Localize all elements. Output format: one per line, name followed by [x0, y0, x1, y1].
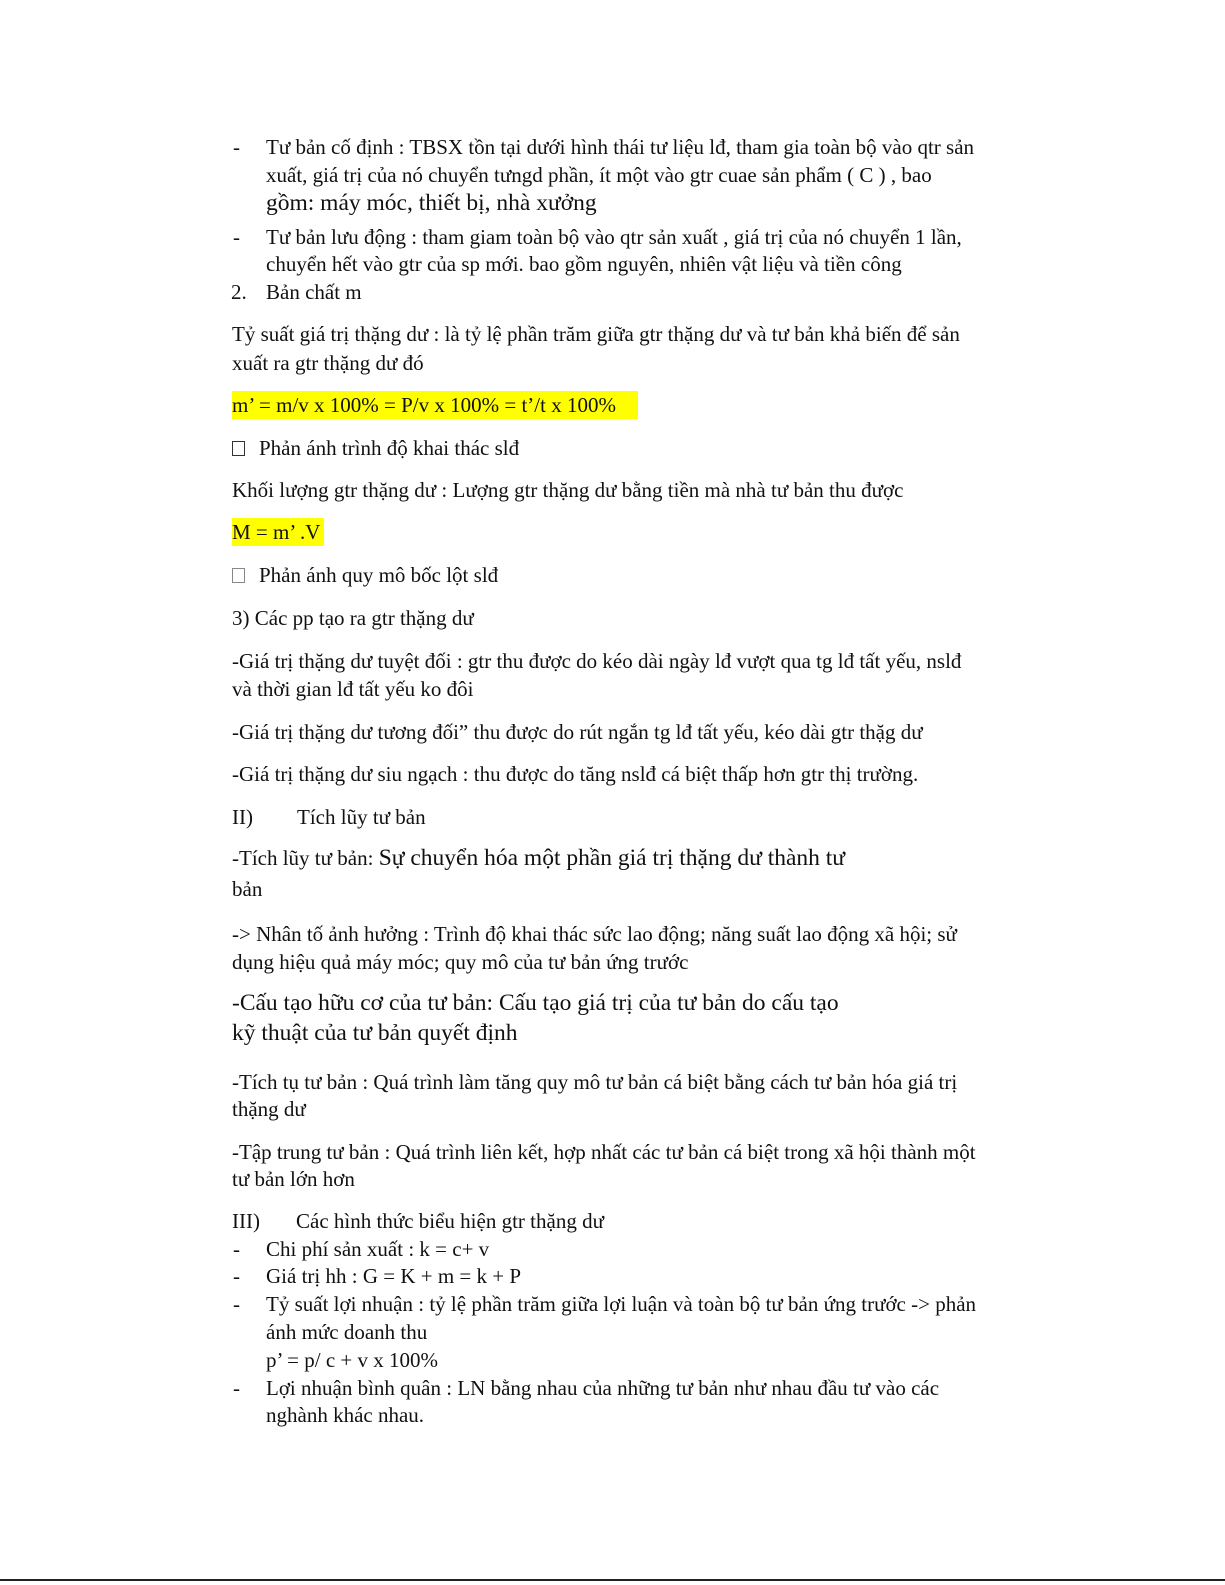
section-heading: Tích lũy tư bản — [297, 805, 426, 829]
text-line: Tư bản cố định : TBSX tồn tại dưới hình thái tư liệu lđ, tham gia toàn bộ vào qtr sản — [266, 135, 975, 159]
text-line: thặng dư — [232, 1097, 306, 1121]
text-line: Tư bản lưu động : tham giam toàn bộ vào qtr sản xuất , giá trị của nó chuyển 1 lần, — [266, 225, 962, 249]
section-heading: Bản chất m — [266, 280, 362, 304]
list-dash: - — [233, 1376, 240, 1400]
list-number: II) — [232, 805, 253, 829]
text-line: Lợi nhuận bình quân : LN bằng nhau của những tư bản như nhau đầu tư vào các — [266, 1376, 940, 1400]
text-line: dụng hiệu quả máy móc; quy mô của tư bản ứng trước — [232, 950, 689, 974]
list-dash: - — [233, 135, 240, 159]
list-dash: - — [233, 225, 240, 249]
list-dash: - — [233, 1292, 240, 1316]
text-line: chuyển hết vào gtr của sp mới. bao gồm nguyên, nhiên vật liệu và tiền công — [266, 252, 902, 276]
formula-line: p’ = p/ c + v x 100% — [266, 1348, 439, 1372]
list-dash: - — [233, 1264, 240, 1288]
list-dash: - — [233, 1237, 240, 1261]
text-line: -> Nhân tố ảnh hưởng : Trình độ khai thác sức lao động; năng suất lao động xã hội; sử — [232, 922, 957, 946]
text-line: Chi phí sản xuất : k = c+ v — [266, 1237, 490, 1261]
text-line: -Tích tụ tư bản : Quá trình làm tăng quy mô tư bản cá biệt bằng cách tư bản hóa giá trị — [232, 1070, 958, 1094]
text-line: -Giá trị thặng dư tuyệt đối : gtr thu được do kéo dài ngày lđ vượt qua tg lđ tất yếu, nslđ — [232, 649, 962, 673]
text-line: tư bản lớn hơn — [232, 1167, 355, 1191]
highlighted-formula: M = m’ .V — [232, 518, 324, 546]
text-line: -Cấu tạo hữu cơ của tư bản: Cấu tạo giá trị của tư bản do cấu tạo — [232, 990, 839, 1016]
text-line: xuất ra gtr thặng dư đó — [232, 351, 424, 375]
text-line: gồm: máy móc, thiết bị, nhà xưởng — [266, 190, 597, 216]
checkbox-glyph-icon — [232, 441, 245, 456]
text-line: -Tích lũy tư bản: Sự chuyển hóa một phần giá trị thặng dư thành tư — [232, 845, 846, 871]
text-line: -Tập trung tư bản : Quá trình liên kết, hợp nhất các tư bản cá biệt trong xã hội thành một — [232, 1140, 976, 1164]
text-line: Tỷ suất lợi nhuận : tỷ lệ phần trăm giữa lợi luận và toàn bộ tư bản ứng trước -> phản — [266, 1292, 977, 1316]
text-line: Phản ánh quy mô bốc lột slđ — [232, 561, 498, 589]
page-bottom-border — [0, 1579, 1225, 1581]
text-line: Giá trị hh : G = K + m = k + P — [266, 1264, 522, 1288]
text-line: xuất, giá trị của nó chuyển tưngd phần, ít một vào gtr cuae sản phẩm ( C ) , bao — [266, 163, 932, 187]
text-line: Khối lượng gtr thặng dư : Lượng gtr thặng dư bằng tiền mà nhà tư bản thu được — [232, 478, 904, 502]
section-heading: 3) Các pp tạo ra gtr thặng dư — [232, 606, 474, 630]
highlighted-formula: m’ = m/v x 100% = P/v x 100% = t’/t x 100% — [232, 391, 638, 419]
text-line: bản — [232, 877, 263, 901]
text-line: -Giá trị thặng dư siu ngạch : thu được do tăng nslđ cá biệt thấp hơn gtr thị trường. — [232, 762, 919, 786]
section-heading: Các hình thức biểu hiện gtr thặng dư — [296, 1209, 604, 1233]
text-line: và thời gian lđ tất yếu ko đôi — [232, 677, 474, 701]
text-line: ánh mức doanh thu — [266, 1320, 428, 1344]
text-line: Phản ánh trình độ khai thác slđ — [232, 434, 519, 462]
text-line: kỹ thuật của tư bản quyết định — [232, 1020, 518, 1046]
text-line: nghành khác nhau. — [266, 1403, 425, 1427]
list-number: III) — [232, 1209, 260, 1233]
checkbox-glyph-icon — [232, 568, 245, 583]
list-number: 2. — [231, 280, 247, 304]
text-line: -Giá trị thặng dư tương đối” thu được do rút ngắn tg lđ tất yếu, kéo dài gtr thặg dư — [232, 720, 923, 744]
text-line: Tỷ suất giá trị thặng dư : là tỷ lệ phần trăm giữa gtr thặng dư và tư bản khả biến để sản — [232, 322, 960, 346]
